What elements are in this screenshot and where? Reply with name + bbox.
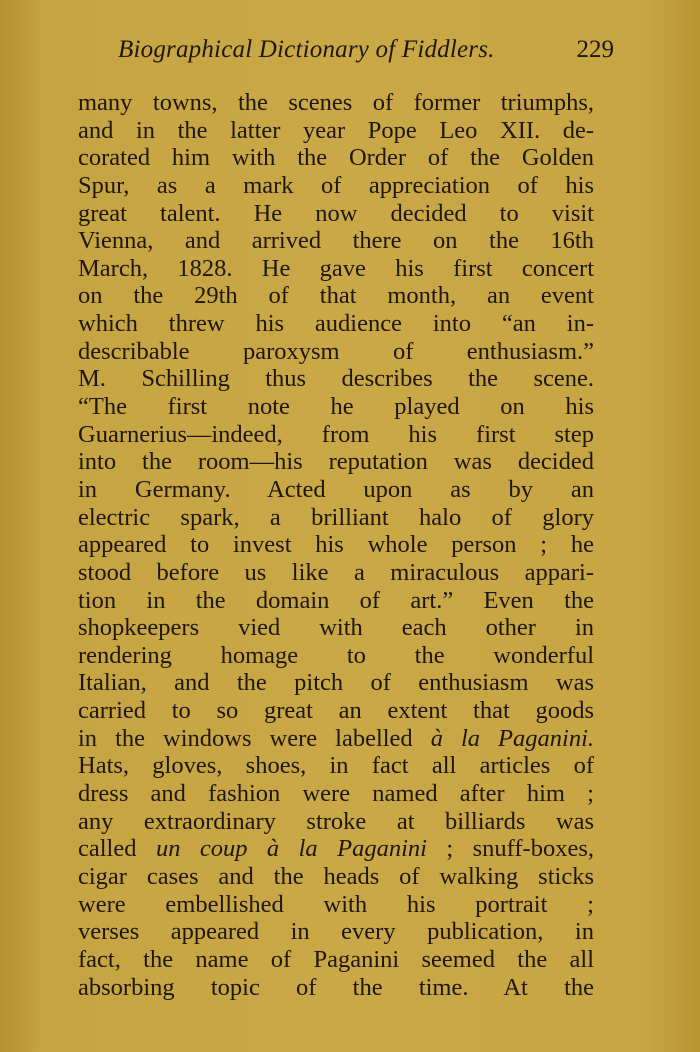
text-line: into the room—his reputation was decided: [78, 448, 594, 476]
text-line: stood before us like a miraculous appari-: [78, 558, 594, 586]
page-number: 229: [576, 36, 614, 63]
text-line: rendering homage to the wonderful: [78, 641, 594, 669]
text-line: great talent. He now decided to visit: [78, 199, 594, 227]
italic-phrase: à la Paganini.: [430, 724, 595, 752]
text-line: were embellished with his portrait ;: [78, 890, 594, 918]
text-line: dress and fashion were named after him ;: [78, 780, 594, 808]
text-line: Guarnerius—indeed, from his first step: [78, 420, 594, 448]
running-title: Biographical Dictionary of Fiddlers.: [118, 36, 495, 63]
text-line: any extraordinary stroke at billiards was: [78, 807, 594, 835]
body-text: [78, 89, 594, 1001]
text-line: on the 29th of that month, an event: [78, 282, 594, 310]
text-line: fact, the name of Paganini seemed the all: [78, 945, 594, 973]
text-line: in Germany. Acted upon as by an: [78, 475, 594, 503]
text-line: shopkeepers vied with each other in: [78, 614, 594, 642]
text-line: and in the latter year Pope Leo XII. de-: [78, 116, 594, 144]
text-line: electric spark, a brilliant halo of glory: [78, 503, 594, 531]
text-line: “The first note he played on his: [78, 393, 594, 421]
text-line: describable paroxysm of enthusiasm.”: [78, 337, 594, 365]
text-line: absorbing topic of the time. At the: [78, 973, 594, 1001]
text-line: Hats, gloves, shoes, in fact all articles of: [78, 752, 594, 780]
text-line: cigar cases and the heads of walking sticks: [78, 862, 594, 890]
text-line: verses appeared in every publication, in: [78, 918, 594, 946]
text-line: M. Schilling thus describes the scene.: [78, 365, 594, 393]
text-line: appeared to invest his whole person ; he: [78, 531, 594, 559]
text-line: many towns, the scenes of former triumphs,: [78, 89, 594, 116]
text-line: tion in the domain of art.” Even the: [78, 586, 594, 614]
text-line: in the windows were labelled à la Paganini.: [78, 724, 595, 752]
text-line: carried to so great an extent that goods: [78, 697, 594, 725]
text-line: corated him with the Order of the Golden: [78, 144, 594, 172]
text-line: which threw his audience into “an in-: [78, 310, 594, 338]
text-line: Spur, as a mark of appreciation of his: [78, 171, 594, 199]
italic-phrase: un coup à la Paganini: [155, 835, 427, 863]
text-line: March, 1828. He gave his first concert: [78, 254, 594, 282]
text-line: called un coup à la Paganini ; snuff-boxes,: [78, 835, 594, 863]
text-line: Vienna, and arrived there on the 16th: [78, 227, 594, 255]
text-line: Italian, and the pitch of enthusiasm was: [78, 669, 594, 697]
running-head: [118, 36, 614, 70]
